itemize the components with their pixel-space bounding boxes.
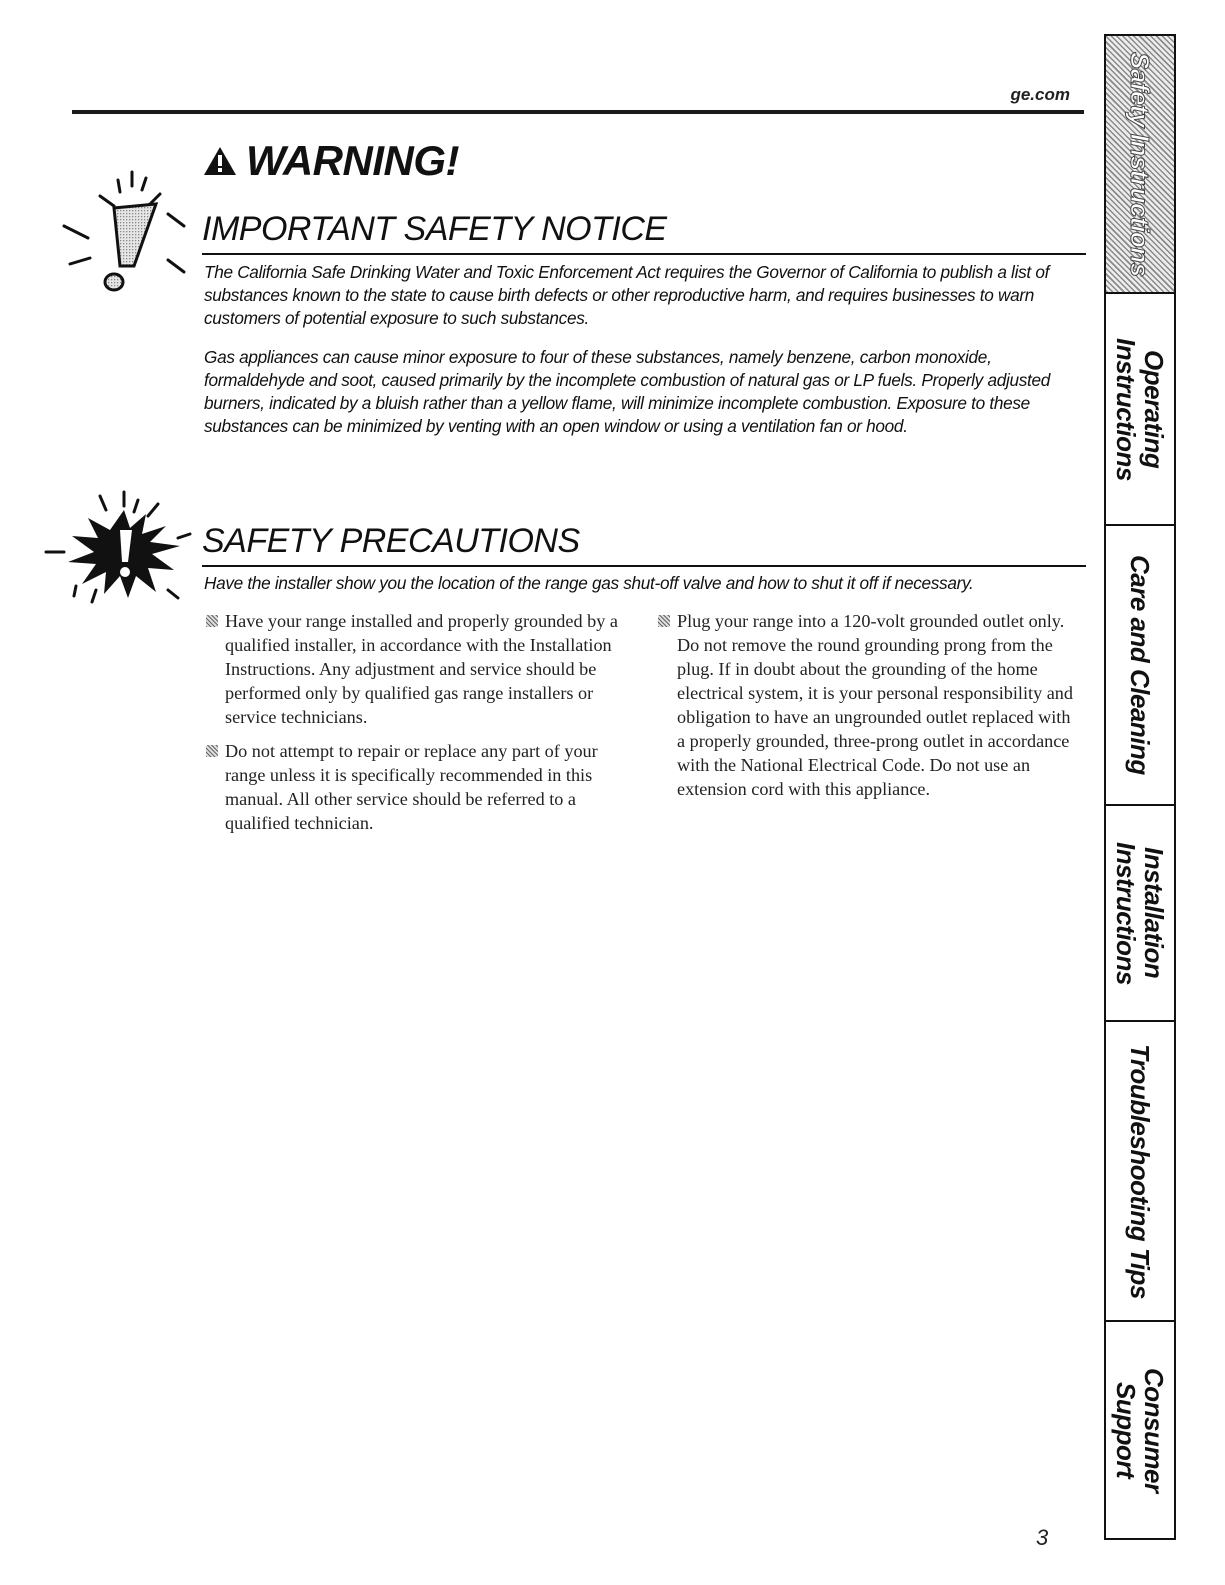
- list-item-text: Have your range installed and properly grounded by a qualified installer, in accordance with the Installation Instructions. Any adjustment and service should be performed only by qualified gas range installers or service technicians.: [225, 611, 618, 727]
- precautions-right-column: [656, 609, 1076, 811]
- list-item: [204, 609, 624, 729]
- bullet-icon: [658, 615, 670, 627]
- tab-label: Care and Cleaning: [1125, 555, 1155, 775]
- precautions-rule: [202, 565, 1086, 567]
- notice-rule: [202, 253, 1086, 255]
- notice-paragraph-1: The California Safe Drinking Water and Toxic Enforcement Act requires the Governor of California to publish a list of substances known to the state to cause birth defects or other reproductive harm, and requires businesses to warn customers of potential exposure to such substances.: [204, 262, 1050, 328]
- tab-troubleshooting-tips[interactable]: [1106, 1022, 1174, 1322]
- list-item-text: Plug your range into a 120-volt grounded outlet only. Do not remove the round grounding prong from the plug. If in doubt about the grounding of the home electrical system, it is your personal responsibility and obligation to have an ungrounded outlet replaced with a properly grounded, three-prong outlet in accordance with the National Electrical Code. Do not use an extension cord with this appliance.: [677, 611, 1073, 799]
- tab-label: Installation Instructions: [1111, 841, 1169, 985]
- caution-exclamation-icon: [60, 168, 190, 298]
- precautions-intro: Have the installer show you the location of the range gas shut-off valve and how to shut it off if necessary.: [204, 573, 974, 593]
- burst-exclamation-icon: [40, 490, 200, 610]
- list-item: [204, 739, 624, 835]
- warning-triangle-icon: [202, 145, 238, 177]
- bullet-icon: [206, 745, 218, 757]
- tab-safety-instructions[interactable]: [1106, 36, 1174, 294]
- notice-title: IMPORTANT SAFETY NOTICE: [202, 210, 667, 248]
- tab-operating-instructions[interactable]: [1106, 294, 1174, 526]
- tab-label: Safety Instructions: [1125, 51, 1155, 277]
- precautions-left-column: [204, 609, 624, 845]
- tab-consumer-support[interactable]: [1106, 1322, 1174, 1538]
- tab-label: Troubleshooting Tips: [1125, 1043, 1155, 1299]
- warning-label: WARNING!: [246, 137, 459, 184]
- tab-label: Consumer Support: [1111, 1367, 1169, 1493]
- tab-installation-instructions[interactable]: [1106, 806, 1174, 1022]
- warning-heading: [202, 136, 459, 186]
- page-number: 3: [1036, 1525, 1049, 1550]
- header-rule: [72, 110, 1084, 114]
- list-item: [656, 609, 1076, 801]
- section-tabs: [1104, 34, 1176, 1540]
- site-url: ge.com: [1010, 85, 1070, 104]
- list-item-text: Do not attempt to repair or replace any part of your range unless it is specifically recommended in this manual. All other service should be referred to a qualified technician.: [225, 741, 598, 833]
- precautions-title: SAFETY PRECAUTIONS: [202, 522, 580, 560]
- tab-label: Operating Instructions: [1111, 337, 1169, 481]
- bullet-icon: [206, 615, 218, 627]
- tab-care-and-cleaning[interactable]: [1106, 526, 1174, 806]
- notice-paragraph-2: Gas appliances can cause minor exposure to four of these substances, namely benzene, carbon monoxide, formaldehyde and soot, caused primarily by the incomplete combustion of natural gas or LP fuels. Properly adjusted burners, indicated by a bluish rather than a yellow flame, will minimize incomplete combustion. Exposure to these substances can be minimized by venting with an open window or using a ventilation fan or hood.: [204, 347, 1051, 436]
